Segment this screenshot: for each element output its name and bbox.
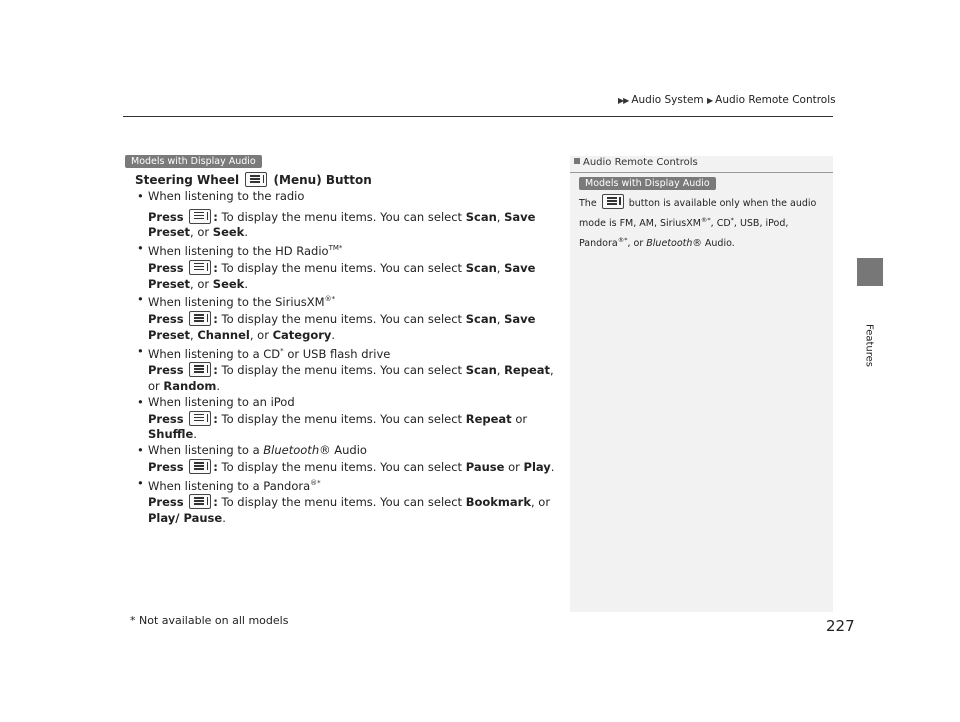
press-instruction: Press : To display the menu items. You can select Scan, Save Preset, or Seek.: [148, 209, 536, 240]
press-instruction: Press : To display the menu items. You can select Bookmark, or Play/ Pause.: [148, 495, 551, 526]
bullet-icon: •: [137, 292, 144, 307]
menu-icon: [189, 494, 211, 509]
list-item: • When listening to a Pandora®*: [137, 475, 321, 493]
press-instruction: Press : To display the menu items. You can select Scan, Save Preset, Channel, or Category.: [148, 312, 536, 342]
header-rule: [123, 116, 833, 117]
chapter-label: Features: [863, 324, 875, 367]
menu-icon: [189, 411, 211, 426]
menu-icon: [189, 260, 211, 275]
note-models-badge: Models with Display Audio: [579, 177, 716, 190]
press-instruction: Press : To display the menu items. You can select Repeat or Shuffle.: [148, 411, 528, 442]
menu-icon: [189, 459, 211, 474]
menu-icon: [245, 172, 267, 187]
menu-icon: [189, 209, 211, 224]
press-instruction: Press : To display the menu items. You can select Scan, Save Preset, or Seek.: [148, 260, 536, 291]
bullet-icon: •: [137, 394, 144, 409]
breadcrumb: [618, 94, 836, 106]
list-item: • When listening to the radio: [137, 188, 305, 203]
note-text: The button is available only when the audio mode is FM, AM, SiriusXM®*, CD*, USB, iPod, Pandora®*, or Bluetooth® Audio.: [579, 194, 819, 252]
note-rule: [570, 172, 833, 173]
arrow-icon: ▶: [707, 96, 713, 105]
bullet-icon: •: [137, 443, 144, 458]
menu-icon: [602, 194, 624, 209]
bullet-icon: •: [137, 343, 144, 358]
page-number: 227: [826, 617, 855, 635]
models-badge: Models with Display Audio: [125, 155, 262, 168]
menu-icon: [189, 311, 211, 326]
double-arrow-icon: ▶▶: [618, 96, 629, 105]
list-item: • When listening to an iPod: [137, 394, 295, 409]
note-title: Audio Remote Controls: [574, 157, 698, 168]
list-item: • When listening to the SiriusXM®*: [137, 292, 336, 310]
menu-icon: [189, 362, 211, 377]
list-item: • When listening to a CD* or USB flash drive: [137, 343, 391, 361]
note-marker-icon: [574, 158, 580, 164]
bullet-icon: •: [137, 475, 144, 490]
breadcrumb-section[interactable]: Audio System: [631, 94, 704, 106]
bullet-icon: •: [137, 188, 144, 203]
press-instruction: Press : To display the menu items. You can select Pause or Play.: [148, 460, 555, 475]
bullet-icon: •: [137, 241, 144, 256]
breadcrumb-page[interactable]: Audio Remote Controls: [715, 94, 836, 106]
footnote: * Not available on all models: [130, 614, 289, 627]
chapter-tab: [857, 258, 883, 286]
section-heading: Steering Wheel (Menu) Button: [135, 173, 372, 187]
list-item: • When listening to the HD Radio$^{TM*}$: [137, 241, 343, 259]
list-item: • When listening to a Bluetooth® Audio: [137, 443, 367, 458]
main-content: [135, 172, 555, 527]
press-instruction: Press : To display the menu items. You can select Scan, Repeat, or Random.: [148, 363, 554, 394]
